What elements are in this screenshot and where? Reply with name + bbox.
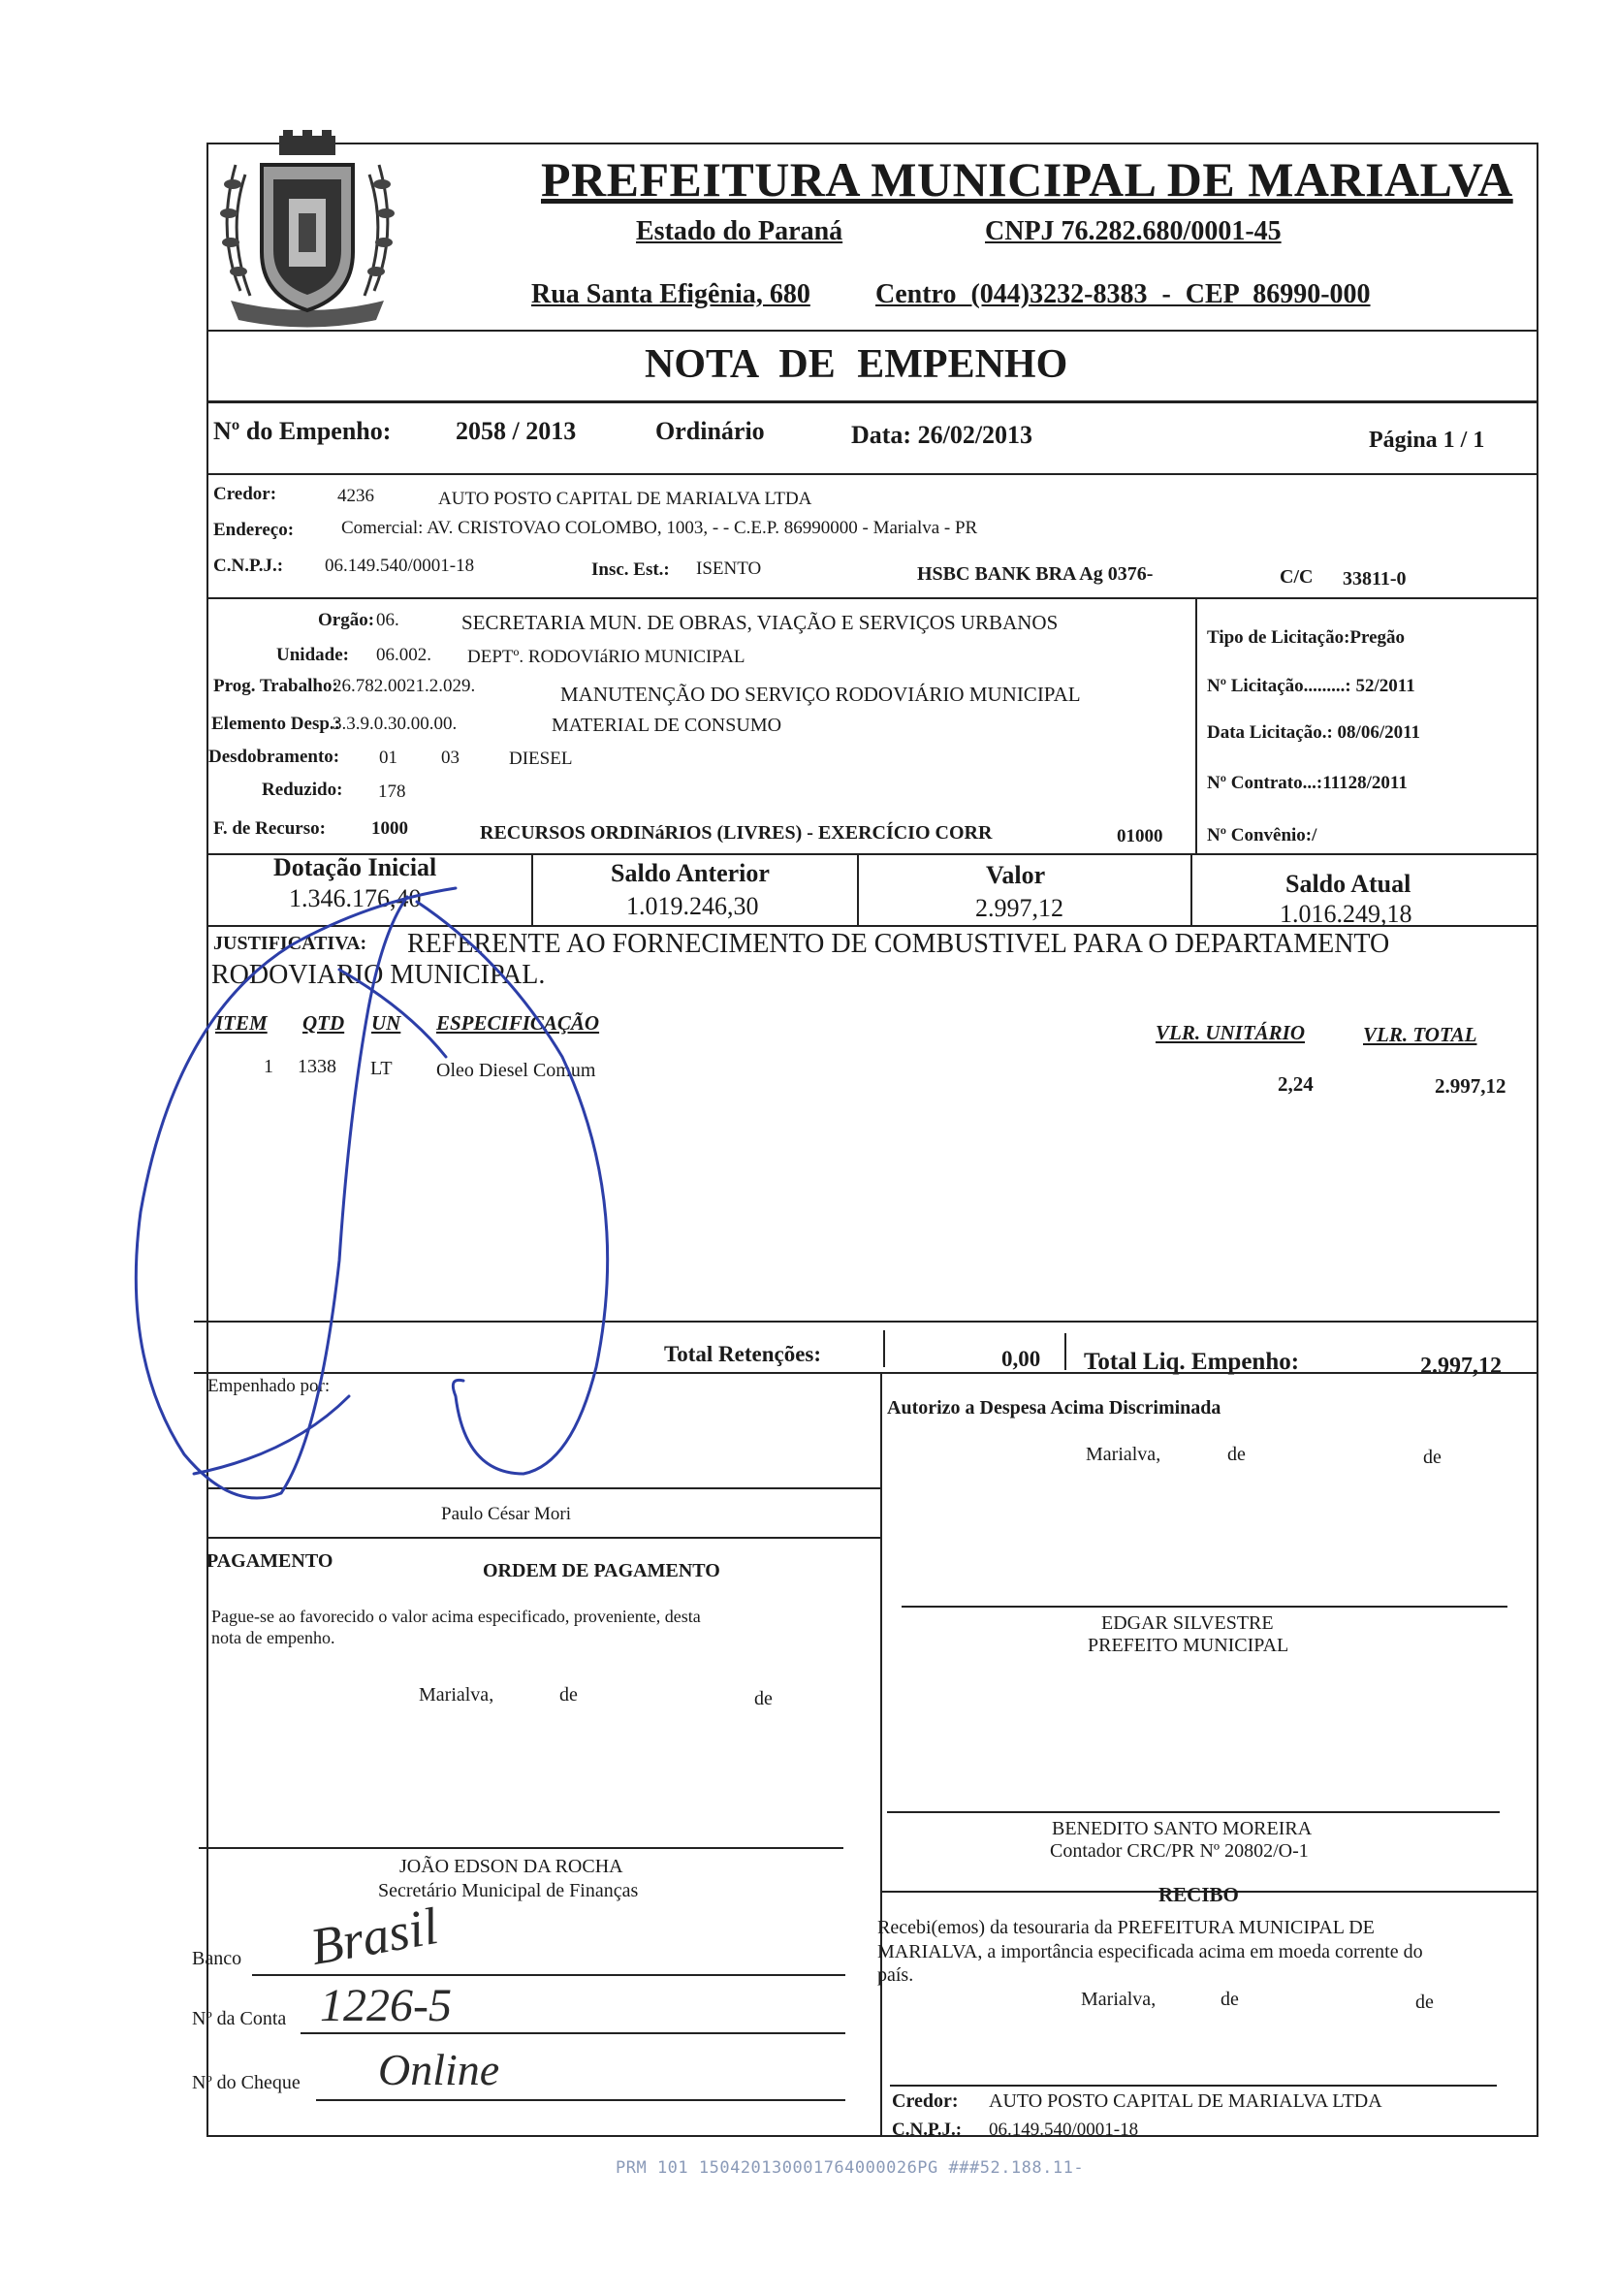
conta-handwritten: 1226-5 [320,1980,452,2031]
protocol-stamp: PRM 101 150420130001764000026PG ###52.188.11- [616,2158,1085,2178]
state-name: Estado do Paraná [636,216,843,246]
justificativa-line1: REFERENTE AO FORNECIMENTO DE COMBUSTIVEL PARA O DEPARTAMENTO [407,929,1390,959]
row-item: 1 [264,1056,273,1077]
credor-cc: 33811-0 [1343,568,1407,590]
orgao-code: 06. [376,610,399,630]
recibo-credor-label: Credor: [892,2090,959,2112]
contador-name: BENEDITO SANTO MOREIRA [1052,1818,1313,1839]
secretario-name: JOÃO EDSON DA ROCHA [399,1856,623,1877]
unidade-code: 06.002. [376,645,431,665]
credor-address: Comercial: AV. CRISTOVAO COLOMBO, 1003, - - C.E.P. 86990000 - Marialva - PR [341,518,978,538]
reduzido-value: 178 [378,781,406,802]
credor-cnpj-label: C.N.P.J.: [213,556,284,576]
col-header-vlr-total: VLR. TOTAL [1363,1023,1477,1046]
autorizo-despesa: Autorizo a Despesa Acima Discriminada [887,1397,1221,1419]
total-retencoes-value: 0,00 [1001,1347,1041,1371]
page-indicator: Página 1 / 1 [1369,428,1485,453]
elemento-code: 3.3.9.0.30.00.00. [333,714,458,734]
desdobramento-label: Desdobramento: [208,747,340,767]
recibo-text-2: MARIALVA, a importância especificada acima em moeda corrente do [877,1941,1423,1962]
valor-label: Valor [986,861,1046,889]
fonte-desc: RECURSOS ORDINáRIOS (LIVRES) - EXERCÍCIO CORR [480,822,993,844]
recibo-place: Marialva, [1081,1989,1157,2010]
row-qtd: 1338 [298,1056,336,1077]
licitacao-numero: Nº Licitação.........: 52/2011 [1207,676,1415,696]
licitacao-convenio: Nº Convênio:/ [1207,825,1317,845]
licitacao-contrato: Nº Contrato...:11128/2011 [1207,773,1408,793]
row-vlr-total: 2.997,12 [1435,1074,1506,1098]
empenhado-por-label: Empenhado por: [207,1376,331,1396]
saldo-atual-value: 1.016.249,18 [1280,900,1412,928]
ordem-pagamento-label: ORDEM DE PAGAMENTO [483,1560,720,1581]
cheque-handwritten: Online [378,2045,500,2094]
total-liq-value: 2.997,12 [1420,1354,1502,1379]
fonte-label: F. de Recurso: [213,818,326,839]
credor-name: AUTO POSTO CAPITAL DE MARIALVA LTDA [438,489,812,509]
prog-label: Prog. Trabalho: [213,676,338,696]
unidade-label: Unidade: [276,645,349,665]
conta-label: Nº da Conta [192,2008,287,2029]
total-retencoes-label: Total Retenções: [664,1342,822,1366]
col-header-especificacao: ESPECIFICAÇÃO [436,1011,600,1035]
col-header-vlr-unitario: VLR. UNITÁRIO [1156,1021,1306,1044]
pagamento-place: Marialva, [419,1684,494,1706]
recibo-cnpj-label: C.N.P.J.: [892,2120,963,2140]
row-vlr-unitario: 2,24 [1278,1072,1314,1096]
justificativa-line2: RODOVIARIO MUNICIPAL. [211,960,546,990]
recibo-credor-name: AUTO POSTO CAPITAL DE MARIALVA LTDA [989,2090,1382,2112]
licitacao-data: Data Licitação.: 08/06/2011 [1207,722,1421,743]
col-header-item: ITEM [215,1011,268,1035]
justificativa-label: JUSTIFICATIVA: [213,933,367,954]
document-title: NOTA DE EMPENHO [645,342,1068,387]
empenho-date: Data: 26/02/2013 [851,421,1033,449]
row-un: LT [370,1058,393,1079]
saldo-anterior-value: 1.019.246,30 [626,892,759,920]
banco-handwritten: Brasil [305,1896,443,1977]
empenho-number: 2058 / 2013 [456,417,577,445]
recibo-text-1: Recebi(emos) da tesouraria da PREFEITURA MUNICIPAL DE [877,1917,1375,1938]
empenhado-por-name: Paulo César Mori [441,1504,572,1524]
prefeito-name: EDGAR SILVESTRE [1101,1612,1274,1634]
orgao-label: Orgão: [318,610,375,630]
desdobramento-a: 01 [379,748,397,768]
reduzido-label: Reduzido: [262,780,343,800]
autorizo-place: Marialva, [1086,1444,1161,1465]
desdobramento-b: 03 [441,748,460,768]
valor-value: 2.997,12 [975,894,1063,922]
municipality-cnpj: CNPJ 76.282.680/0001-45 [985,216,1282,246]
credor-code: 4236 [337,486,374,506]
credor-bank: HSBC BANK BRA Ag 0376- [917,563,1154,585]
saldo-atual-label: Saldo Atual [1285,870,1411,898]
elemento-label: Elemento Desp.: [211,714,340,734]
total-liq-label: Total Liq. Empenho: [1084,1349,1300,1375]
pagamento-label: PAGAMENTO [206,1550,333,1572]
banco-label: Banco [192,1948,242,1969]
licitacao-tipo: Tipo de Licitação:Pregão [1207,627,1406,648]
credor-label: Credor: [213,484,277,504]
row-especificacao: Oleo Diesel Comum [436,1060,596,1081]
pagamento-de-2: de [754,1688,773,1709]
credor-insc-label: Insc. Est.: [591,559,670,580]
header-street: Rua Santa Efigênia, 680 [531,279,810,309]
credor-address-label: Endereço: [213,520,295,540]
recibo-text-3: país. [877,1964,914,1986]
elemento-desc: MATERIAL DE CONSUMO [552,715,782,736]
empenho-type: Ordinário [655,417,765,445]
municipality-title: PREFEITURA MUNICIPAL DE MARIALVA [541,152,1513,207]
col-header-qtd: QTD [302,1011,345,1035]
prog-code: 26.782.0021.2.029. [333,676,476,696]
desdobramento-desc: DIESEL [509,749,573,769]
dotacao-inicial-label: Dotação Inicial [273,853,437,881]
credor-cc-label: C/C [1280,566,1314,588]
cheque-label: Nº do Cheque [192,2072,301,2093]
orgao-desc: SECRETARIA MUN. DE OBRAS, VIAÇÃO E SERVIÇOS URBANOS [461,611,1059,634]
fonte-exercicio-code: 01000 [1117,826,1163,846]
empenho-label: Nº do Empenho: [213,417,392,445]
header-address: Centro (044)3232-8383 - CEP 86990-000 [875,279,1371,309]
pagamento-text-2: nota de empenho. [211,1628,335,1647]
pagamento-text-1: Pague-se ao favorecido o valor acima especificado, proveniente, desta [211,1607,701,1626]
unidade-desc: DEPTº. RODOVIáRIO MUNICIPAL [467,647,745,667]
fonte-code: 1000 [371,818,408,839]
saldo-anterior-label: Saldo Anterior [611,859,770,887]
recibo-de-1: de [1221,1989,1239,2010]
credor-insc: ISENTO [696,558,762,579]
recibo-de-2: de [1415,1992,1434,2013]
contador-role: Contador CRC/PR Nº 20802/O-1 [1050,1840,1309,1862]
pagamento-de-1: de [559,1684,578,1706]
autorizo-de-2: de [1423,1447,1442,1468]
dotacao-inicial-value: 1.346.176,40 [289,884,422,912]
secretario-role: Secretário Municipal de Finanças [378,1880,639,1901]
recibo-cnpj: 06.149.540/0001-18 [989,2120,1139,2140]
autorizo-de-1: de [1227,1444,1246,1465]
col-header-un: UN [371,1011,401,1035]
prefeito-role: PREFEITO MUNICIPAL [1088,1635,1289,1656]
recibo-title: RECIBO [1158,1883,1239,1906]
prog-desc: MANUTENÇÃO DO SERVIÇO RODOVIÁRIO MUNICIPAL [560,683,1081,706]
credor-cnpj: 06.149.540/0001-18 [325,556,475,576]
